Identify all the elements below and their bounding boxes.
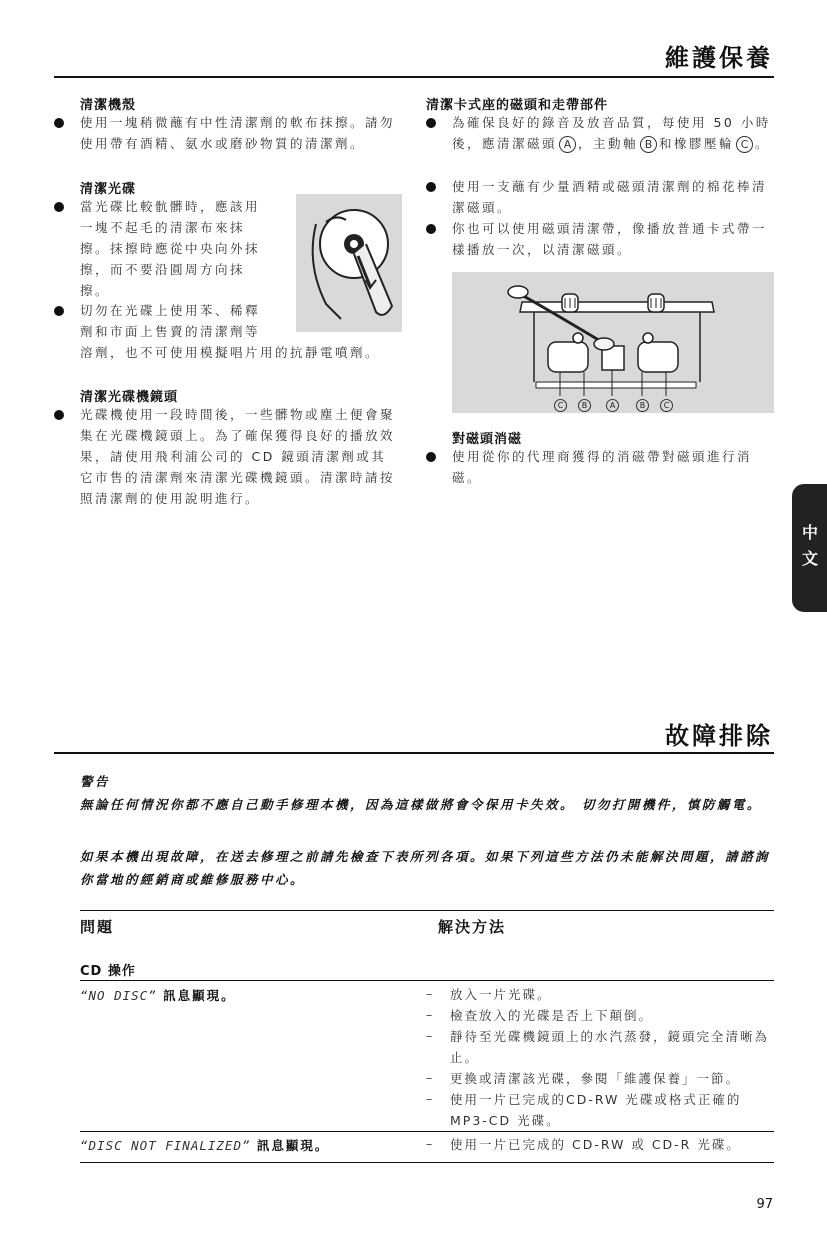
dash-marker: – bbox=[426, 1070, 433, 1085]
problem-cell bbox=[80, 986, 236, 1004]
troubleshooting-rule bbox=[54, 752, 774, 754]
bullet-icon bbox=[54, 202, 64, 212]
instruction-text: 如果本機出現故障，在送去修理之前請先檢查下表所列各項。如果下列這些方法仍未能解決問題，請諮詢你當地的經銷商或維修服務中心。 bbox=[80, 849, 771, 887]
heads-bullet-2: 使用一支蘸有少量酒精或磁頭清潔劑的棉花棒清潔磁頭。 bbox=[452, 179, 768, 215]
label-a-icon: A bbox=[559, 136, 576, 153]
discs-line: 擦。 bbox=[80, 283, 111, 298]
discs-line: 擦，而不要沿圓周方向抹 bbox=[80, 262, 246, 277]
page-number: 97 bbox=[756, 1197, 773, 1212]
maintenance-rule bbox=[54, 76, 774, 78]
group-heading: CD 操作 bbox=[80, 964, 136, 979]
diagram-label-b bbox=[634, 393, 651, 412]
table-top-rule bbox=[80, 910, 774, 911]
diagram-label-c bbox=[552, 393, 569, 412]
lens-heading: 清潔光碟機鏡頭 bbox=[80, 390, 179, 405]
label-c-icon: C bbox=[554, 399, 567, 412]
disc-cleaning-illustration bbox=[296, 194, 402, 332]
label-c-icon: C bbox=[736, 136, 753, 153]
cabinet-heading: 清潔機殼 bbox=[80, 98, 137, 113]
display-code: “NO DISC” bbox=[80, 988, 157, 1003]
label-b-icon: B bbox=[578, 399, 591, 412]
discs-line: 溶劑，也不可使用模擬唱片用的抗靜電噴劑。 bbox=[80, 345, 381, 360]
heads-text: 。 bbox=[755, 136, 771, 151]
discs-line: 擦。抹擦時應從中央向外抹 bbox=[80, 241, 261, 256]
discs-bullet-1 bbox=[80, 196, 280, 301]
heads-bullet-1 bbox=[452, 112, 774, 154]
solution-item: 使用一片已完成的 CD-RW 或 CD-R 光碟。 bbox=[450, 1137, 741, 1152]
discs-line: 切勿在光碟上使用苯、稀釋 bbox=[80, 303, 261, 318]
bullet-icon bbox=[54, 118, 64, 128]
problem-text: 訊息顯現。 bbox=[156, 988, 236, 1003]
tab-char: 文 bbox=[801, 549, 818, 568]
dash-marker: – bbox=[426, 1028, 433, 1043]
language-side-tab-label bbox=[796, 520, 824, 572]
table-bottom-rule bbox=[80, 1162, 774, 1163]
heads-heading: 清潔卡式座的磁頭和走帶部件 bbox=[426, 98, 609, 113]
demagnetize-heading: 對磁頭消磁 bbox=[452, 432, 523, 447]
diagram-label-b bbox=[576, 393, 593, 412]
group-rule bbox=[80, 980, 774, 981]
solution-item: 使用一片已完成的CD-RW 光碟或格式正確的 MP3-CD 光碟。 bbox=[450, 1092, 742, 1128]
diagram-label-a bbox=[604, 393, 621, 412]
dash-marker: – bbox=[426, 1007, 433, 1022]
label-b-icon: B bbox=[640, 136, 657, 153]
diagram-label-c bbox=[658, 393, 675, 412]
problem-cell bbox=[80, 1136, 329, 1154]
bullet-icon bbox=[54, 410, 64, 420]
bullet-icon bbox=[426, 118, 436, 128]
cabinet-text: 使用一塊稍微蘸有中性清潔劑的軟布抹擦。請勿使用帶有酒精、氨水或磨砂物質的清潔劑。 bbox=[80, 115, 396, 151]
label-c-icon: C bbox=[660, 399, 673, 412]
row-rule bbox=[80, 1131, 774, 1132]
solution-item: 靜待至光碟機鏡頭上的水汽蒸發，鏡頭完全清晰為止。 bbox=[450, 1029, 770, 1065]
discs-line: 一塊不起毛的清潔布來抹 bbox=[80, 220, 246, 235]
problem-text: 訊息顯現。 bbox=[250, 1138, 330, 1153]
column-header-solution: 解決方法 bbox=[438, 918, 507, 936]
solution-item: 檢查放入的光碟是否上下顛倒。 bbox=[450, 1008, 654, 1023]
warning-text: 無論任何情況你都不應自己動手修理本機，因為這樣做將會令保用卡失效。 切勿打開機件，慎防觸電。 bbox=[80, 797, 762, 812]
tab-char: 中 bbox=[801, 523, 818, 542]
heads-text: 和橡膠壓輪 bbox=[659, 136, 735, 151]
dash-marker: – bbox=[426, 1136, 433, 1151]
troubleshooting-title: 故障排除 bbox=[665, 722, 773, 750]
heads-text: ，主動軸 bbox=[578, 136, 639, 151]
heads-bullet-3: 你也可以使用磁頭清潔帶，像播放普通卡式帶一樣播放一次，以清潔磁頭。 bbox=[452, 221, 768, 257]
discs-line: 當光碟比較骯髒時，應該用 bbox=[80, 199, 261, 214]
dash-marker: – bbox=[426, 1091, 433, 1106]
maintenance-title: 維護保養 bbox=[665, 44, 773, 72]
label-a-icon: A bbox=[606, 399, 619, 412]
bullet-icon bbox=[54, 306, 64, 316]
solution-item: 更換或清潔該光碟，參閱「維護保養」一節。 bbox=[450, 1071, 741, 1086]
tape-head-diagram bbox=[452, 272, 774, 413]
bullet-icon bbox=[426, 182, 436, 192]
discs-line: 劑和市面上售賣的清潔劑等 bbox=[80, 324, 261, 339]
bullet-icon bbox=[426, 224, 436, 234]
demagnetize-text: 使用從你的代理商獲得的消磁帶對磁頭進行消磁。 bbox=[452, 449, 753, 485]
heads-text: 為確保良好的錄音及放音品質，每使用 50 小時後，應清潔磁頭 bbox=[452, 115, 771, 151]
dash-marker: – bbox=[426, 986, 433, 1001]
bullet-icon bbox=[426, 452, 436, 462]
lens-text: 光碟機使用一段時間後，一些髒物或塵土便會聚集在光碟機鏡頭上。為了確保獲得良好的播放效果，請使用飛利浦公司的 CD 鏡頭清潔劑或其它市售的清潔劑來清潔光碟機鏡頭。清潔時請按照清潔劑的使用說明進行。 bbox=[80, 407, 396, 506]
warning-heading: 警告 bbox=[80, 774, 111, 789]
discs-heading: 清潔光碟 bbox=[80, 182, 137, 197]
label-b-icon: B bbox=[636, 399, 649, 412]
display-code: “DISC NOT FINALIZED” bbox=[80, 1138, 251, 1153]
solution-item: 放入一片光碟。 bbox=[450, 987, 552, 1002]
column-header-problem: 問題 bbox=[80, 918, 115, 936]
